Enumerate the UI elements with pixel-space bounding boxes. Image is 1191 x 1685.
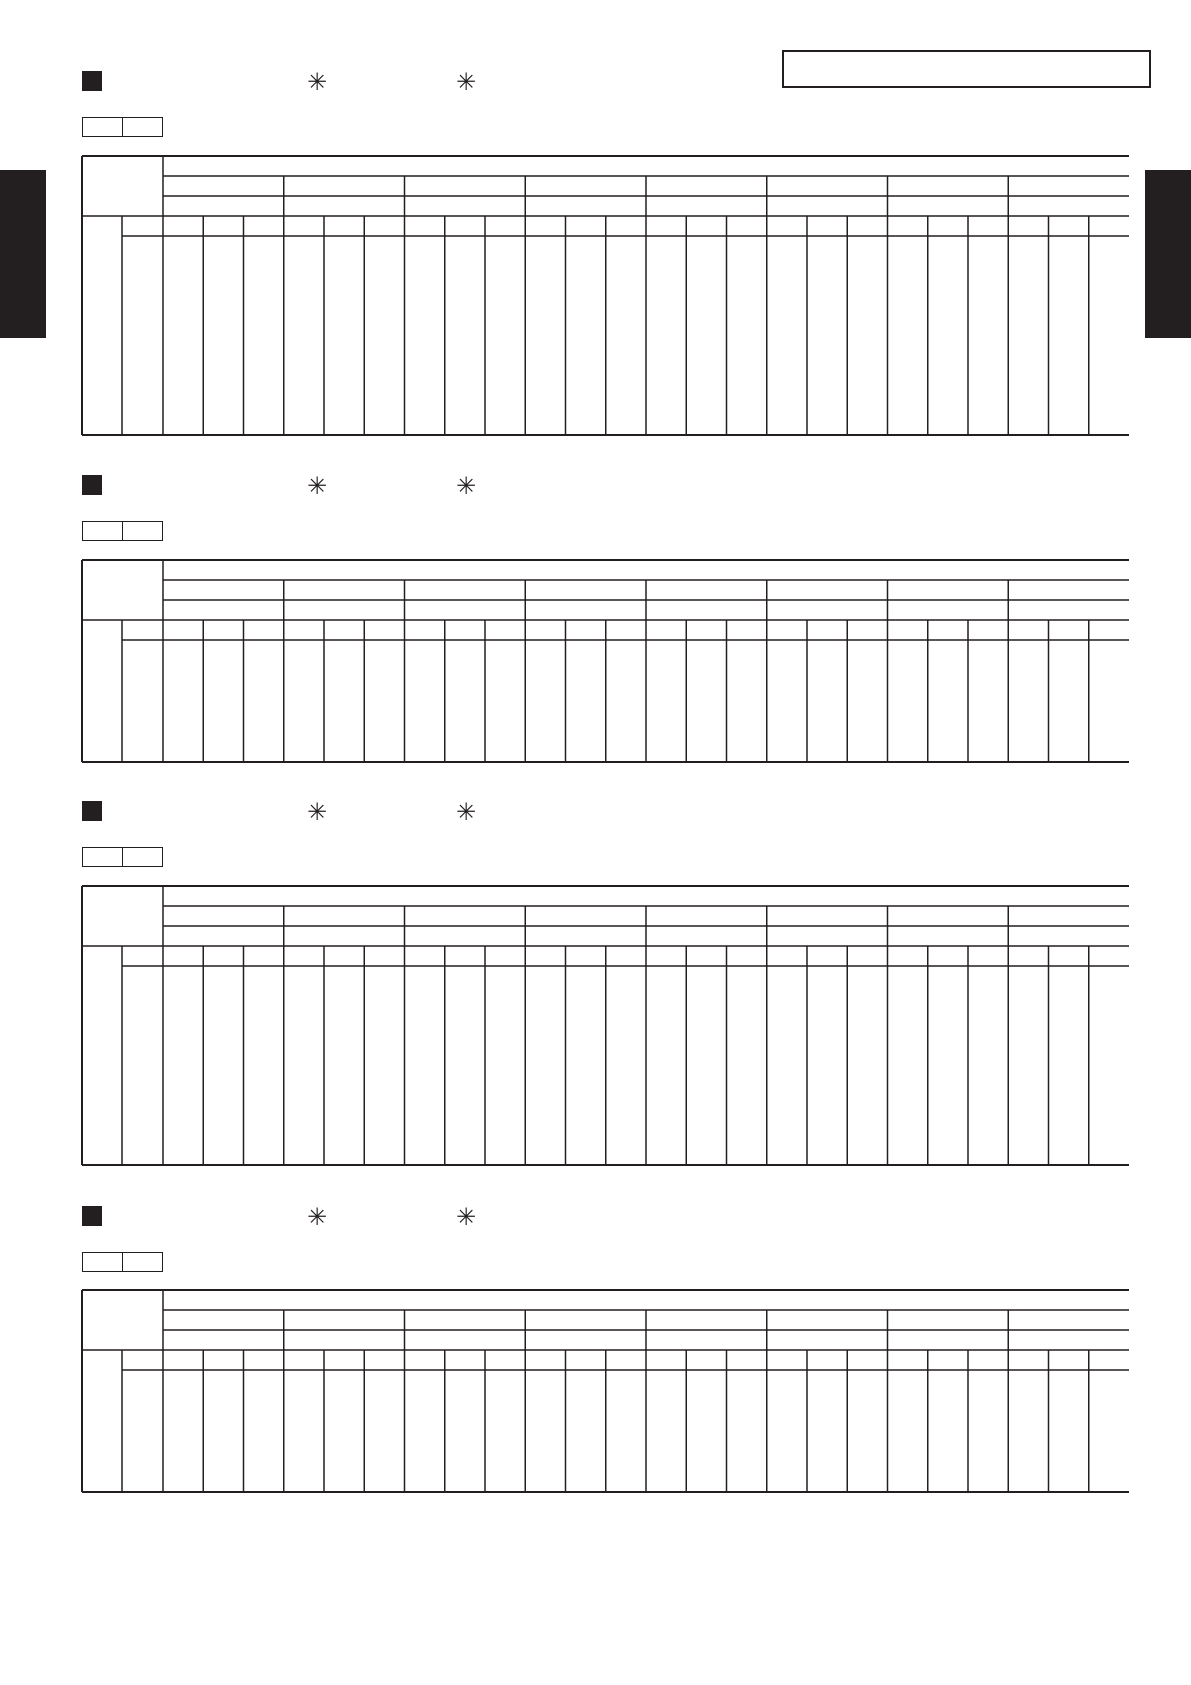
data-grid [0, 560, 1191, 764]
filled-square-icon [82, 475, 102, 495]
asterisk-icon: ✳ [307, 472, 328, 500]
filled-square-icon [82, 801, 102, 821]
data-grid [0, 886, 1191, 1167]
small-code-box [82, 521, 163, 541]
asterisk-icon: ✳ [456, 68, 477, 96]
filled-square-icon [82, 71, 102, 91]
small-code-box [82, 847, 163, 867]
data-grid [0, 1290, 1191, 1494]
reference-box [782, 50, 1151, 88]
asterisk-icon: ✳ [307, 68, 328, 96]
asterisk-icon: ✳ [456, 798, 477, 826]
small-code-box [82, 117, 163, 137]
asterisk-icon: ✳ [456, 472, 477, 500]
small-code-box [82, 1252, 163, 1272]
asterisk-icon: ✳ [456, 1203, 477, 1231]
asterisk-icon: ✳ [307, 798, 328, 826]
filled-square-icon [82, 1206, 102, 1226]
data-grid [0, 156, 1191, 437]
asterisk-icon: ✳ [307, 1203, 328, 1231]
